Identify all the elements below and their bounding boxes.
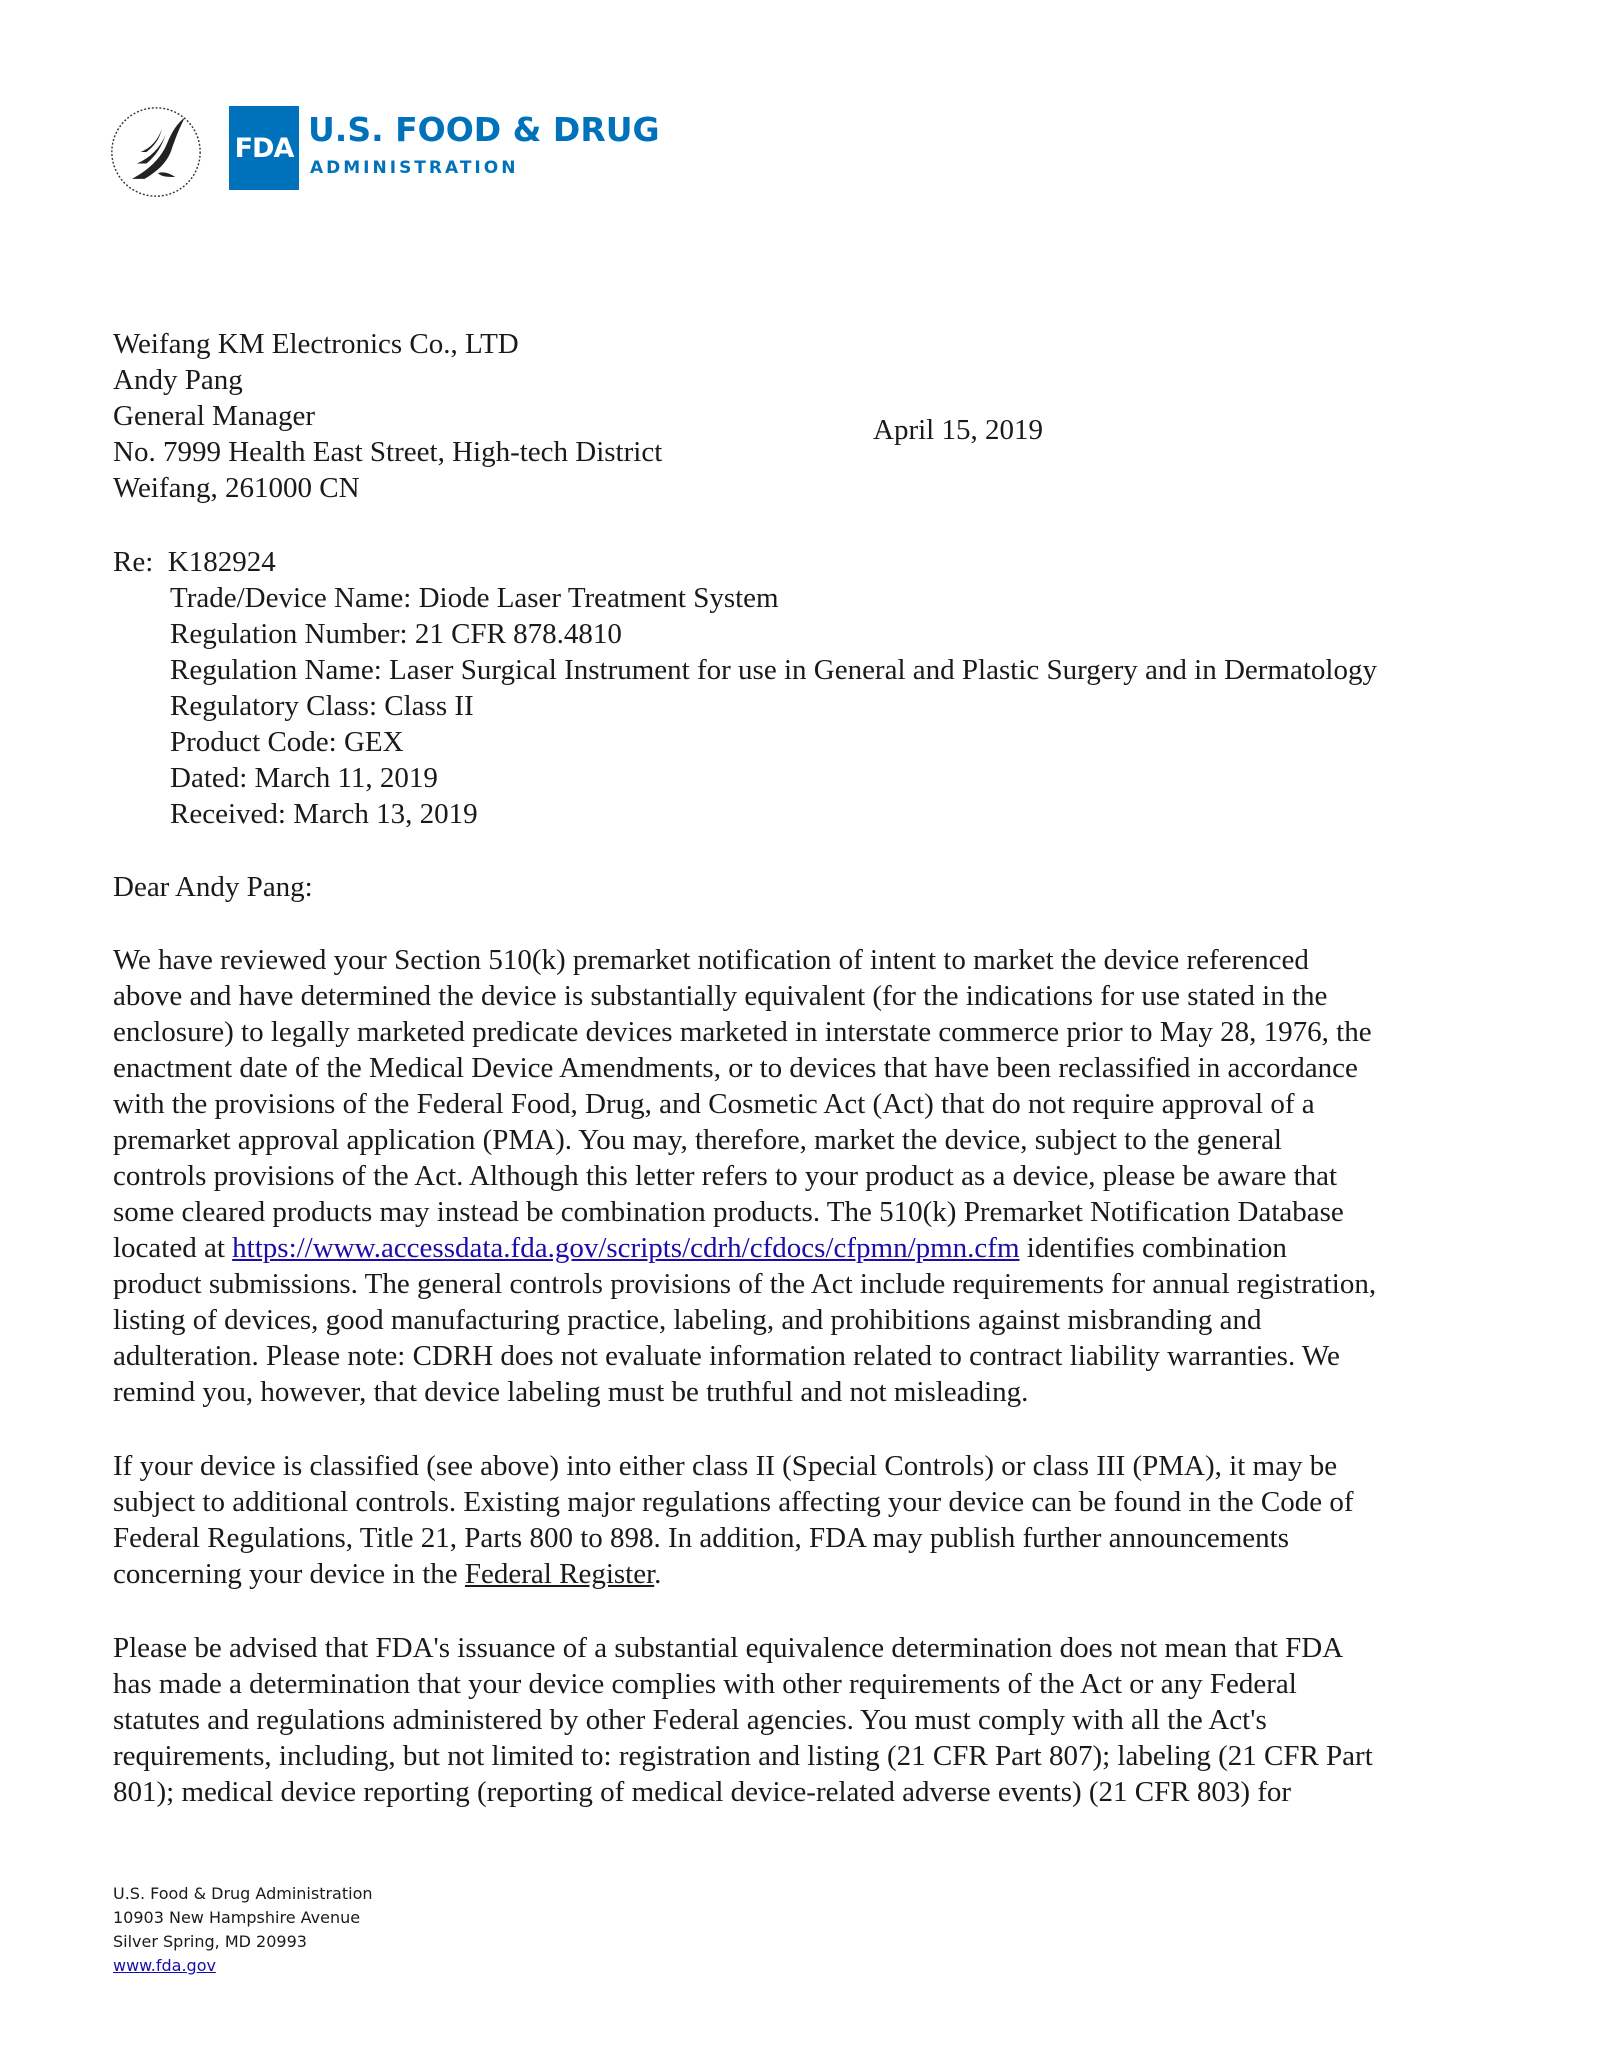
link-suffix: identifies combination xyxy=(1019,1232,1287,1264)
re-line xyxy=(113,544,276,580)
re-received: Received: March 13, 2019 xyxy=(170,798,478,830)
paragraph-line-with-link xyxy=(113,1230,1493,1266)
footer-website-link[interactable]: www.fda.gov xyxy=(113,1956,216,1975)
hhs-seal-icon xyxy=(108,104,204,200)
recipient-address-line1: No. 7999 Health East Street, High-tech District xyxy=(113,436,663,468)
paragraph-2 xyxy=(113,1448,1493,1592)
recipient-company: Weifang KM Electronics Co., LTD xyxy=(113,328,519,360)
paragraph-line: some cleared products may instead be combination products. The 510(k) Premarket Notification Database xyxy=(113,1196,1344,1228)
recipient-title: General Manager xyxy=(113,400,316,432)
footer-line-agency: U.S. Food & Drug Administration xyxy=(113,1884,373,1903)
paragraph-line: listing of devices, good manufacturing practice, labeling, and prohibitions against misbranding and xyxy=(113,1304,1262,1336)
re-regulation-name: Regulation Name: Laser Surgical Instrument for use in General and Plastic Surgery and in Dermatology xyxy=(170,654,1377,686)
paragraph-line: product submissions. The general controls provisions of the Act include requirements for annual registration, xyxy=(113,1268,1377,1300)
re-regulatory-class: Regulatory Class: Class II xyxy=(170,690,474,722)
recipient-address-line2: Weifang, 261000 CN xyxy=(113,472,360,504)
link-prefix: concerning your device in the xyxy=(113,1558,465,1590)
re-regulation-number: Regulation Number: 21 CFR 878.4810 xyxy=(170,618,622,650)
paragraph-line: premarket approval application (PMA). You may, therefore, market the device, subject to the general xyxy=(113,1124,1282,1156)
paragraph-line-with-link xyxy=(113,1556,1493,1592)
re-product-code: Product Code: GEX xyxy=(170,726,404,758)
paragraph-line: with the provisions of the Federal Food, Drug, and Cosmetic Act (Act) that do not require approval of a xyxy=(113,1088,1315,1120)
fda-logo xyxy=(229,106,299,190)
re-number: K182924 xyxy=(167,546,276,578)
re-dated: Dated: March 11, 2019 xyxy=(170,762,438,794)
letter-date: April 15, 2019 xyxy=(873,414,1043,446)
re-label: Re: xyxy=(113,546,154,578)
salutation: Dear Andy Pang: xyxy=(113,871,313,903)
paragraph-1 xyxy=(113,942,1493,1410)
paragraph-line: controls provisions of the Act. Although this letter refers to your product as a device, please be aware that xyxy=(113,1160,1338,1192)
paragraph-line: We have reviewed your Section 510(k) premarket notification of intent to market the device referenced xyxy=(113,944,1309,976)
paragraph-line: statutes and regulations administered by other Federal agencies. You must comply with all the Act's xyxy=(113,1704,1267,1736)
paragraph-line: requirements, including, but not limited to: registration and listing (21 CFR Part 807); labeling (21 CFR Part xyxy=(113,1740,1373,1772)
recipient-name: Andy Pang xyxy=(113,364,243,396)
paragraph-3 xyxy=(113,1630,1493,1810)
paragraph-line: enactment date of the Medical Device Amendments, or to devices that have been reclassified in accordance xyxy=(113,1052,1358,1084)
paragraph-line: Please be advised that FDA's issuance of a substantial equivalence determination does not mean that FDA xyxy=(113,1632,1344,1664)
agency-subtitle: ADMINISTRATION xyxy=(310,158,519,178)
footer-line-street: 10903 New Hampshire Avenue xyxy=(113,1908,361,1927)
fda-logo-text: FDA xyxy=(234,132,294,164)
paragraph-line: Federal Regulations, Title 21, Parts 800 to 898. In addition, FDA may publish further announcements xyxy=(113,1522,1290,1554)
agency-name: U.S. FOOD & DRUG xyxy=(308,110,660,149)
federal-register-link[interactable]: Federal Register xyxy=(464,1558,655,1590)
paragraph-line: above and have determined the device is substantially equivalent (for the indications for use stated in the xyxy=(113,980,1328,1012)
re-trade-name: Trade/Device Name: Diode Laser Treatment System xyxy=(170,582,779,614)
link-prefix: located at xyxy=(113,1232,233,1264)
pmn-database-link[interactable]: https://www.accessdata.fda.gov/scripts/cdrh/cfdocs/cfpmn/pmn.cfm xyxy=(232,1232,1020,1264)
paragraph-line: subject to additional controls. Existing major regulations affecting your device can be found in the Code of xyxy=(113,1486,1354,1518)
paragraph-line: adulteration. Please note: CDRH does not evaluate information related to contract liability warranties. We xyxy=(113,1340,1340,1372)
paragraph-line: 801); medical device reporting (reporting of medical device-related adverse events) (21 CFR 803) for xyxy=(113,1776,1292,1808)
paragraph-line: If your device is classified (see above) into either class II (Special Controls) or class III (PMA), it may be xyxy=(113,1450,1338,1482)
footer-address xyxy=(113,1882,373,1978)
paragraph-line: remind you, however, that device labeling must be truthful and not misleading. xyxy=(113,1376,1029,1408)
paragraph-line: has made a determination that your device complies with other requirements of the Act or any Federal xyxy=(113,1668,1297,1700)
footer-line-city: Silver Spring, MD 20993 xyxy=(113,1932,307,1951)
link-suffix: . xyxy=(654,1558,662,1590)
paragraph-line: enclosure) to legally marketed predicate devices marketed in interstate commerce prior to May 28, 1976, the xyxy=(113,1016,1372,1048)
